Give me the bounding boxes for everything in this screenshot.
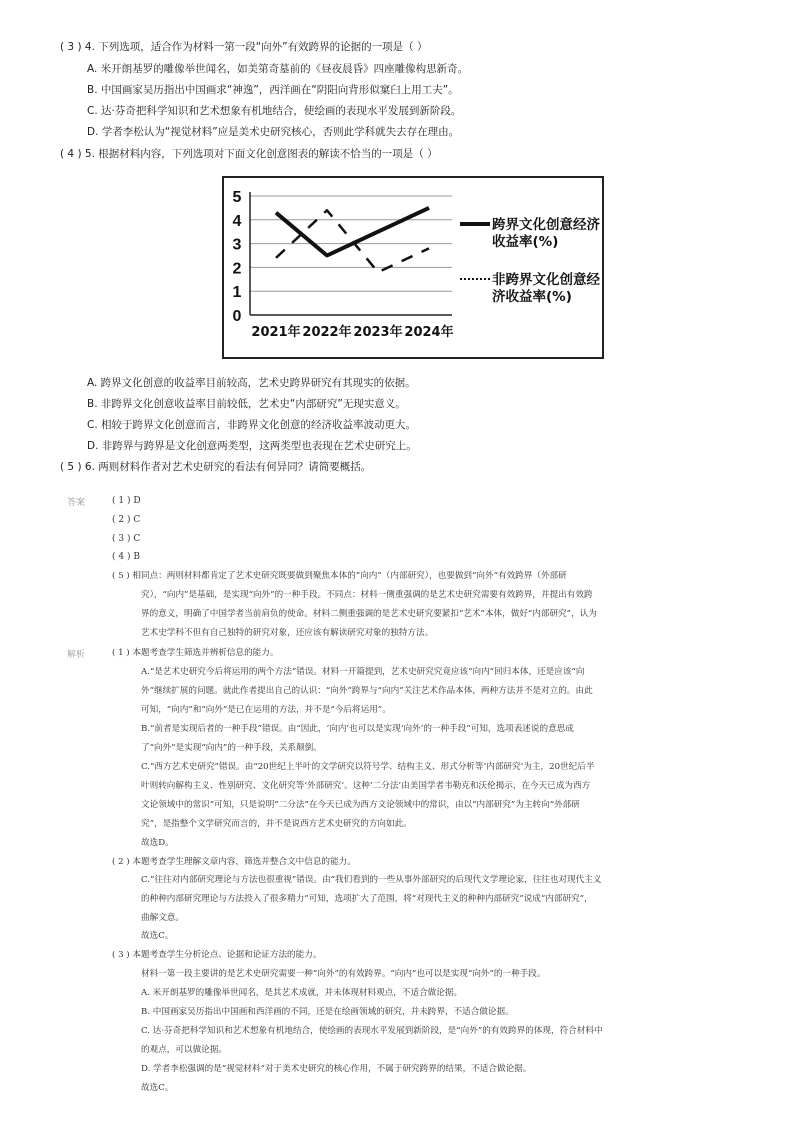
analysis-line: ( 2 ) 本题考查学生理解文章内容，筛选并整合文中信息的能力。 — [112, 857, 356, 867]
analysis-line: C.“西方艺术史研究”错误。由“20世纪上半叶的文学研究以符号学、结构主义、形式分析等‘内部研究’为主，20世纪后半 — [141, 762, 595, 772]
y-tick-label: 1 — [232, 284, 242, 302]
x-tick-label: 2022年 — [302, 325, 352, 340]
answer-5-line: ( 5 ) 相同点：两则材料都肯定了艺术史研究既要做到聚焦本体的“向内”（内部研究），也要做到“向外”有效跨界（外部研 — [112, 571, 567, 581]
answer-5-line: 艺术史学科不但有自己独特的研究对象，还应该有解读研究对象的独特方法。 — [141, 628, 434, 638]
q4-option-d: D. 非跨界与跨界是文化创意两类型，这两类型也表现在艺术史研究上。 — [87, 440, 417, 452]
analysis-line: B.“前者是实现后者的一种手段”错误。由“因此，‘向内’也可以是实现‘向外’的一种手段”可知，选项表述说的意思成 — [141, 724, 574, 734]
q3-option-d: D. 学者李松认为“视觉材料”应是美术史研究核心，否则此学科就失去存在理由。 — [87, 126, 460, 138]
answer-5-line: 究），“向内”是基础，是实现“向外”的一种手段。不同点：材料一侧重强调的是艺术史研究需要有效跨界，并提出有效跨 — [141, 590, 593, 600]
analysis-line: 的观点，可以做论据。 — [141, 1045, 227, 1055]
analysis-line: 文论领域中的常识”可知，只是说明“二分法”在今天已成为西方文论领域中的常识，由以“内部研究”为主转向“外部研 — [141, 800, 580, 810]
analysis-line: 故选C。 — [141, 931, 174, 941]
answer-2: ( 2 ) C — [112, 515, 141, 525]
question-4-stem: ( 4 ) 5. 根据材料内容，下列选项对下面文化创意图表的解读不恰当的一项是（ ） — [60, 148, 438, 160]
q3-option-a: A. 米开朗基罗的雕像举世闻名，如美第奇墓前的《昼夜晨昏》四座雕像构思新奇。 — [87, 63, 469, 75]
question-3-stem: ( 3 ) 4. 下列选项，适合作为材料一第一段“向外”有效跨界的论据的一项是（ ） — [60, 41, 428, 53]
y-tick-label: 5 — [232, 189, 242, 206]
analysis-line: 的种种内部研究理论与方法投入了很多精力”可知，选项扩大了范围，将“对现代主义的种种内部研究”说成“内部研究”， — [141, 894, 593, 904]
analysis-line: 究”，是指整个文学研究而言的，并不是说西方艺术史研究的方向如此。 — [141, 819, 412, 829]
q4-option-c: C. 相较于跨界文化创意而言，非跨界文化创意的经济收益率波动更大。 — [87, 419, 417, 431]
analysis-line: C.“往往对内部研究理论与方法也很重视”错误。由“我们看到的一些从事外部研究的后现代文学理论家，往往也对现代主义 — [141, 875, 602, 885]
x-tick-label: 2021年 — [251, 325, 301, 340]
analysis-line: A. 米开朗基罗的雕像举世闻名，是其艺术成就，并未体现材料观点，不适合做论据。 — [141, 988, 463, 998]
x-tick-label: 2023年 — [353, 325, 403, 340]
q3-option-c: C. 达·芬奇把科学知识和艺术想象有机地结合，使绘画的表现水平发展到新阶段。 — [87, 105, 462, 117]
analysis-line: 外”继续扩展的问题。就此作者提出自己的认识：“向外”跨界与“向内”关注艺术作品本体，两种方法并不是对立的。由此 — [141, 686, 593, 696]
answer-1: ( 1 ) D — [112, 496, 141, 506]
question-5-stem: ( 5 ) 6. 两则材料作者对艺术史研究的看法有何异同？请简要概括。 — [60, 461, 372, 473]
answer-tag: 答案 — [67, 498, 86, 508]
analysis-line: D. 学者李松强调的是“视觉材料”对于美术史研究的核心作用，不属于研究跨界的结果，不适合做论据。 — [141, 1064, 532, 1074]
x-tick-label: 2024年 — [404, 325, 454, 340]
analysis-line: 故选D。 — [141, 838, 174, 848]
series-cross-border-line — [276, 208, 429, 256]
analysis-line: A.“是艺术史研究今后将运用的两个方法”错误。材料一开篇提到，艺术史研究究竟应该“向内”回归本体，还是应该“向 — [141, 667, 585, 677]
analysis-line: ( 1 ) 本题考查学生筛选并辨析信息的能力。 — [112, 648, 279, 658]
y-tick-label: 0 — [232, 308, 242, 325]
legend-label: 收益率(%) — [492, 234, 559, 250]
analysis-line: 叶则转向解构主义、性别研究、文化研究等‘外部研究’。这种‘二分法’由美国学者韦勒克和沃伦揭示，在今天已成为西方 — [141, 781, 591, 791]
q4-option-b: B. 非跨界文化创意收益率目前较低，艺术史“内部研究”无现实意义。 — [87, 398, 406, 410]
analysis-line: C. 达·芬奇把科学知识和艺术想象有机地结合，使绘画的表现水平发展到新阶段，是“向外”的有效跨界的体现，符合材料中 — [141, 1026, 603, 1036]
chart-frame — [222, 176, 604, 359]
analysis-line: 材料一第一段主要讲的是艺术史研究需要一种“向外”的有效跨界。“向内”也可以是实现“向外”的一种手段。 — [141, 969, 546, 979]
q4-option-a: A. 跨界文化创意的收益率目前较高，艺术史跨界研究有其现实的依据。 — [87, 377, 416, 389]
legend-label: 济收益率(%) — [492, 289, 572, 305]
analysis-line: 可知，“向内”和“向外”是已在运用的方法，并不是“今后将运用”。 — [141, 705, 391, 715]
answer-5-line: 界的意义，明确了中国学者当前肩负的使命。材料二侧重强调的是艺术史研究要紧扣“艺术”本体，做好“内部研究”，认为 — [141, 609, 597, 619]
analysis-line: ( 3 ) 本题考查学生分析论点、论据和论证方法的能力。 — [112, 950, 322, 960]
answer-4: ( 4 ) B — [112, 552, 140, 562]
analysis-tag: 解析 — [67, 650, 86, 660]
legend-label: 跨界文化创意经济 — [492, 217, 600, 233]
y-tick-label: 4 — [232, 212, 242, 230]
q3-option-b: B. 中国画家吴历指出中国画求“神逸”，西洋画在“阴阳向背形似窠臼上用工夫”。 — [87, 84, 459, 96]
analysis-line: 故选C。 — [141, 1083, 174, 1093]
legend-label: 非跨界文化创意经 — [492, 272, 600, 288]
y-tick-label: 2 — [232, 260, 242, 278]
analysis-line: 曲解文意。 — [141, 913, 184, 923]
analysis-line: 了“向外”是实现“向内”的一种手段，关系颠倒。 — [141, 743, 322, 753]
answer-3: ( 3 ) C — [112, 534, 141, 544]
y-tick-label: 3 — [232, 236, 242, 254]
analysis-line: B. 中国画家吴历指出中国画和西洋画的不同，还是在绘画领域的研究，并未跨界，不适合做论据。 — [141, 1007, 514, 1017]
line-chart — [224, 178, 602, 357]
